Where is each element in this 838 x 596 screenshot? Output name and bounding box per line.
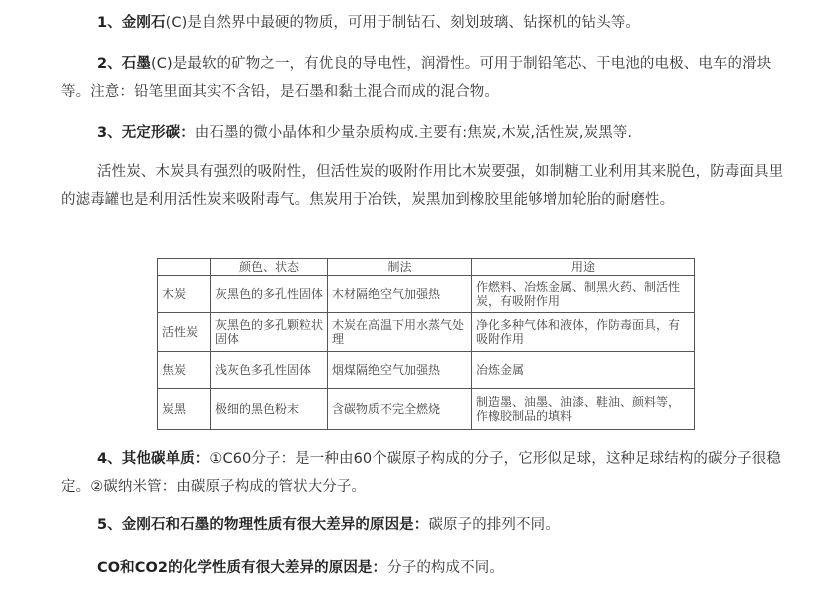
graphite-title: 2、石墨 (97, 56, 151, 72)
table-cell: 灰黑色的多孔性固体 (211, 276, 328, 313)
difference-text: 碳原子的排列不同。 (428, 517, 560, 533)
table-cell: 含碳物质不完全燃烧 (328, 389, 472, 430)
table-cell: 木炭在高温下用水蒸气处理 (328, 313, 472, 352)
table-header (158, 259, 211, 276)
paragraph-diamond (61, 9, 791, 37)
table-cell: 木材隔绝空气加强热 (328, 276, 472, 313)
table-cell: 极细的黑色粉末 (211, 389, 328, 430)
table-cell: 活性炭 (158, 313, 211, 352)
table-row (158, 313, 695, 352)
graphite-text: (C)是最软的矿物之一，有优良的导电性，润滑性。可用于制铅笔芯、干电池的电极、电车的滑块等。注意：铅笔里面其实不含铅，是石墨和黏土混合而成的混合物。 (61, 56, 772, 100)
other-carbon-title: 4、其他碳单质： (97, 451, 210, 467)
table-cell: 灰黑色的多孔颗粒状固体 (211, 313, 328, 352)
amorphous-carbon-title: 3、无定形碳： (97, 125, 195, 141)
paragraph-diamond-graphite-difference (61, 511, 791, 539)
diamond-text: (C)是自然界中最硬的物质，可用于制钻石、刻划玻璃、钻探机的钻头等。 (165, 15, 640, 31)
table-cell: 冶炼金属 (472, 352, 695, 389)
table-cell: 焦炭 (158, 352, 211, 389)
adsorption-text: 活性炭、木炭具有强烈的吸附性，但活性炭的吸附作用比木炭要强，如制糖工业利用其来脱色，防毒面具里的滤毒罐也是利用活性炭来吸附毒气。焦炭用于冶铁，炭黑加到橡胶里能够增加轮胎的耐磨性。 (61, 164, 784, 208)
table-cell: 制造墨、油墨、油漆、鞋油、颜料等，作橡胶制品的填料 (472, 389, 695, 430)
paragraph-graphite (61, 50, 791, 106)
paragraph-adsorption (61, 158, 791, 214)
table-cell: 烟煤隔绝空气加强热 (328, 352, 472, 389)
carbon-types-table (157, 258, 695, 430)
table-cell: 浅灰色多孔性固体 (211, 352, 328, 389)
co-co2-text: 分子的构成不同。 (387, 560, 504, 576)
table-cell: 炭黑 (158, 389, 211, 430)
table-header: 用途 (472, 259, 695, 276)
table-row (158, 352, 695, 389)
other-carbon-text: ①C60分子：是一种由60个碳原子构成的分子，它形似足球，这种足球结构的碳分子很稳定。②碳纳米管：由碳原子构成的管状大分子。 (61, 451, 782, 495)
table-header: 颜色、状态 (211, 259, 328, 276)
amorphous-carbon-text: 由石墨的微小晶体和少量杂质构成.主要有:焦炭,木炭,活性炭,炭黑等. (194, 125, 633, 141)
paragraph-other-carbon (61, 445, 791, 501)
table-cell: 木炭 (158, 276, 211, 313)
diamond-title: 1、金刚石 (97, 15, 166, 31)
table-header: 制法 (328, 259, 472, 276)
paragraph-amorphous-carbon (61, 119, 791, 147)
table-header-row (158, 259, 695, 276)
co-co2-title: CO和CO2的化学性质有很大差异的原因是： (97, 560, 388, 576)
table-row (158, 276, 695, 313)
paragraph-co-co2-difference (61, 554, 791, 582)
difference-title: 5、金刚石和石墨的物理性质有很大差异的原因是： (97, 517, 429, 533)
table-cell: 净化多种气体和液体，作防毒面具，有吸附作用 (472, 313, 695, 352)
table-cell: 作燃料、冶炼金属、制黑火药、制活性炭，有吸附作用 (472, 276, 695, 313)
table-row (158, 389, 695, 430)
